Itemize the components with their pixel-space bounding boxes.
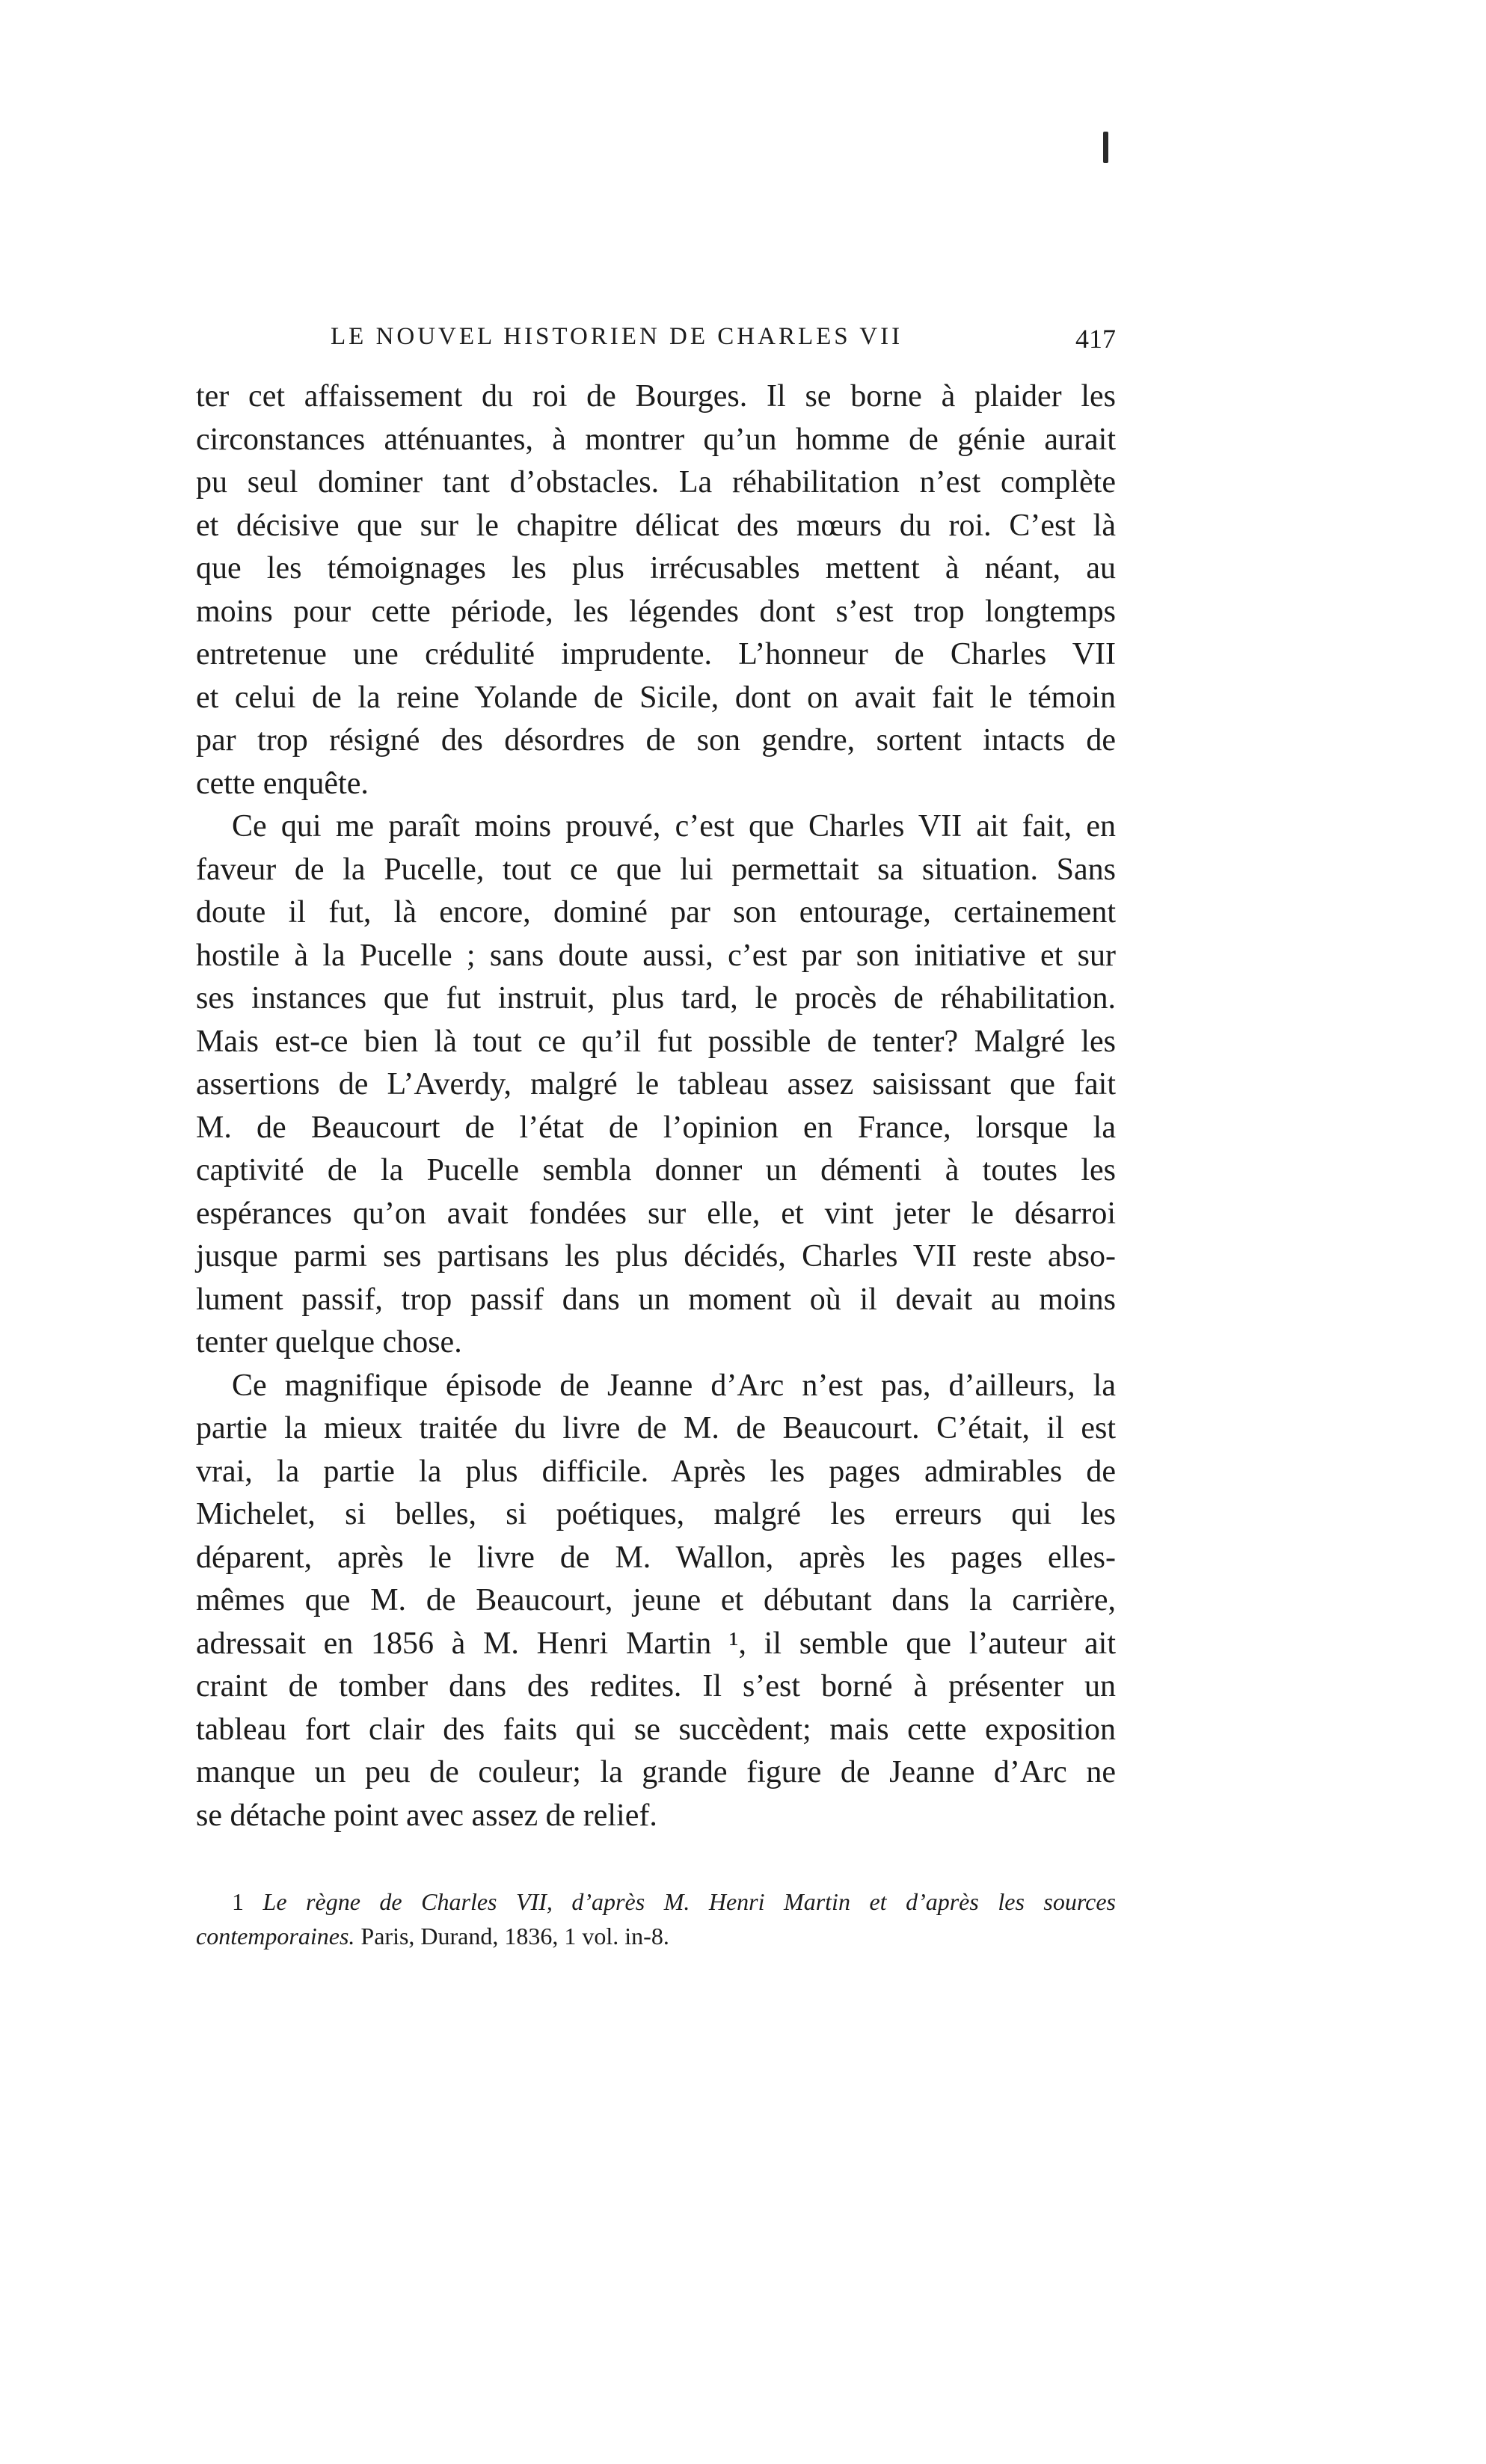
text-line: par trop résigné des désordres de son gendre, sortent intacts de: [196, 723, 1116, 758]
text-line: moins pour cette période, les légendes dont s’est trop longtemps: [196, 594, 1116, 629]
text-line: pu seul dominer tant d’obstacles. La réhabilitation n’est complète: [196, 465, 1116, 500]
text-line: et décisive que sur le chapitre délicat des mœurs du roi. C’est là: [196, 508, 1116, 543]
footnote-publication: Paris, Durand, 1836, 1 vol. in-8.: [354, 1923, 669, 1950]
text-line: M. de Beaucourt de l’état de l’opinion en France, lorsque la: [196, 1110, 1116, 1145]
text-line: doute il fut, là encore, dominé par son entourage, certainement: [196, 895, 1116, 930]
text-line: ses instances que fut instruit, plus tard, le procès de réhabilitation.: [196, 981, 1116, 1016]
text-line: Ce magnifique épisode de Jeanne d’Arc n’est pas, d’ailleurs, la: [232, 1368, 1116, 1403]
footnote-title-cont: contemporaines.: [196, 1923, 355, 1950]
footnote-line: [196, 1884, 1116, 1919]
text-line: hostile à la Pucelle ; sans doute aussi, c’est par son initiative et sur: [196, 938, 1116, 973]
text-line: jusque parmi ses partisans les plus décidés, Charles VII reste abso-: [196, 1239, 1116, 1274]
text-line: craint de tomber dans des redites. Il s’est borné à présenter un: [196, 1669, 1116, 1703]
text-line: Ce qui me paraît moins prouvé, c’est que Charles VII ait fait, en: [232, 809, 1116, 844]
text-line: ter cet affaissement du roi de Bourges. Il se borne à plaider les: [196, 379, 1116, 414]
page-number: 417: [1075, 324, 1116, 354]
text-line: adressait en 1856 à M. Henri Martin ¹, il semble que l’auteur ait: [196, 1626, 1116, 1661]
page-header: [196, 323, 1116, 368]
text-line: partie la mieux traitée du livre de M. de Beaucourt. C’était, il est: [196, 1411, 1116, 1445]
text-line: Mais est-ce bien là tout ce qu’il fut possible de tenter? Malgré les: [196, 1024, 1116, 1059]
text-line: assertions de L’Averdy, malgré le tableau assez saisissant que fait: [196, 1067, 1116, 1102]
running-title: LE NOUVEL HISTORIEN DE CHARLES VII: [331, 323, 903, 350]
footnote-title: Le règne de Charles VII, d’après M. Henri Martin et d’après les sources: [262, 1888, 1117, 1915]
margin-mark: [1103, 132, 1108, 163]
text-line: circonstances atténuantes, à montrer qu’un homme de génie aurait: [196, 422, 1116, 457]
text-line: captivité de la Pucelle sembla donner un démenti à toutes les: [196, 1153, 1116, 1188]
text-line: et celui de la reine Yolande de Sicile, dont on avait fait le témoin: [196, 680, 1116, 715]
text-line: se détache point avec assez de relief.: [196, 1798, 657, 1833]
text-line: que les témoignages les plus irrécusables mettent à néant, au: [196, 551, 1116, 586]
footnote-line: [196, 1919, 1116, 1953]
text-line: lument passif, trop passif dans un moment où il devait au moins: [196, 1282, 1116, 1317]
text-line: tableau fort clair des faits qui se succèdent; mais cette exposition: [196, 1712, 1116, 1747]
text-line: Michelet, si belles, si poétiques, malgré les erreurs qui les: [196, 1497, 1116, 1531]
body-text: [196, 375, 1116, 1837]
text-line: manque un peu de couleur; la grande figure de Jeanne d’Arc ne: [196, 1755, 1116, 1789]
text-line: entretenue une crédulité imprudente. L’honneur de Charles VII: [196, 637, 1116, 672]
text-line: faveur de la Pucelle, tout ce que lui permettait sa situation. Sans: [196, 852, 1116, 887]
text-line: tenter quelque chose.: [196, 1325, 462, 1359]
text-line: mêmes que M. de Beaucourt, jeune et débutant dans la carrière,: [196, 1583, 1116, 1617]
text-line: déparent, après le livre de M. Wallon, après les pages elles-: [196, 1540, 1116, 1575]
text-line: espérances qu’on avait fondées sur elle, et vint jeter le désarroi: [196, 1196, 1116, 1231]
footnote: [196, 1884, 1116, 1953]
footnote-marker: 1: [232, 1888, 244, 1915]
text-line: cette enquête.: [196, 766, 369, 801]
text-line: vrai, la partie la plus difficile. Après les pages admirables de: [196, 1454, 1116, 1489]
